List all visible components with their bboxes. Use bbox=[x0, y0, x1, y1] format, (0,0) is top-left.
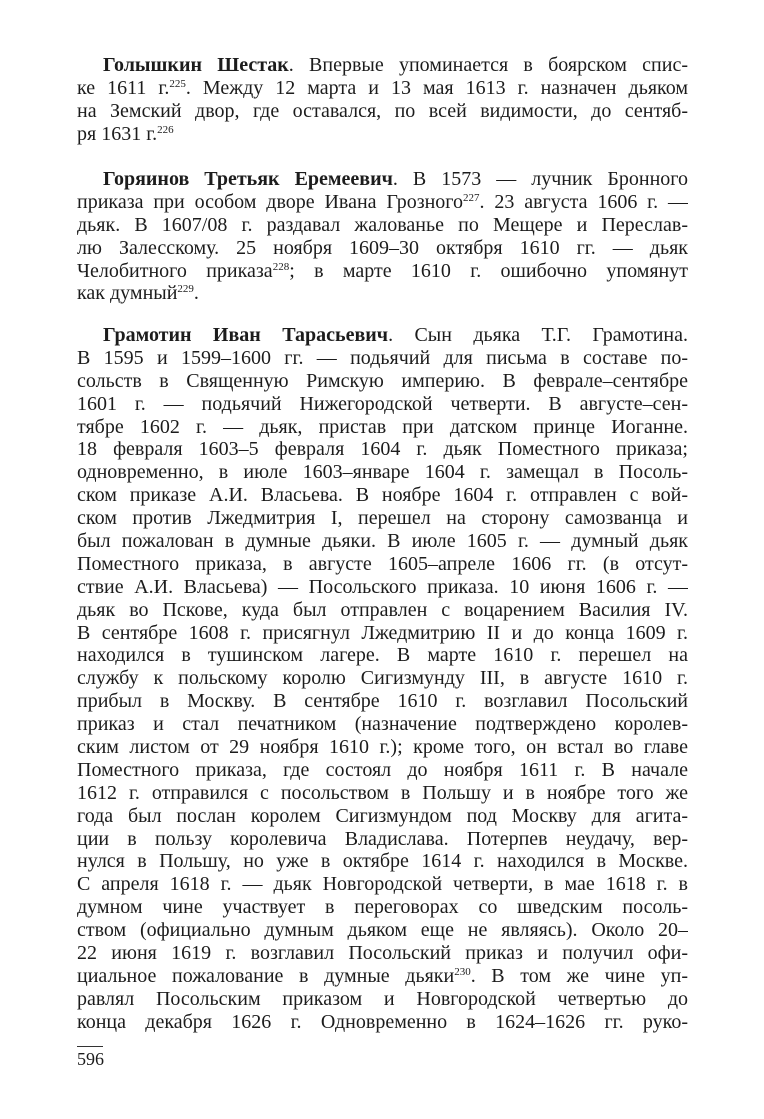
text-segment: равлял Посольским приказом и Новгородской четвертью до bbox=[77, 987, 688, 1010]
text-line bbox=[77, 260, 688, 283]
text-line bbox=[77, 576, 688, 599]
entry-name: Грамотин Иван Тарасьевич bbox=[103, 324, 389, 346]
text-line bbox=[77, 123, 688, 146]
text-segment: ствие А.И. Власьева) — Посольского приказа. 10 июня 1606 г. — bbox=[77, 575, 688, 598]
text-line bbox=[77, 965, 688, 988]
text-segment: 1612 г. отправился с посольством в Польшу и в ноябре того же bbox=[77, 781, 688, 804]
text-segment: . Сын дьяка Т.Г. Грамотина. bbox=[388, 324, 688, 346]
text-segment: . Между 12 марта и 13 мая 1613 г. назначен дьяком bbox=[185, 76, 688, 99]
text-line bbox=[77, 484, 688, 507]
text-segment: . В том же чине уп- bbox=[470, 964, 688, 987]
text-segment: ством (официально думным дьяком еще не являясь). Около 20– bbox=[77, 919, 688, 942]
text-segment: ском против Лжедмитрия I, перешел на сторону самозванца и bbox=[77, 507, 688, 530]
text-segment: лю Залесскому. 25 ноября 1609–30 октября 1610 гг. — дьяк bbox=[77, 236, 688, 259]
text-line bbox=[77, 214, 688, 237]
text-line bbox=[77, 282, 688, 305]
text-segment: приказа при особом дворе Ивана Грозного bbox=[77, 190, 464, 213]
text-segment: В сентябре 1608 г. присягнул Лжедмитрию II и до конца 1609 г. bbox=[77, 621, 688, 644]
text-segment: 22 июня 1619 г. возглавил Посольский приказ и получил офи- bbox=[77, 942, 688, 965]
text-segment: как думный bbox=[77, 282, 178, 305]
text-segment: ке 1611 г. bbox=[77, 76, 170, 99]
text-segment: ря 1631 г. bbox=[77, 122, 158, 145]
text-segment: ском приказе А.И. Власьева. В ноябре 1604 г. отправлен с вой- bbox=[77, 484, 688, 507]
text-line bbox=[77, 805, 688, 828]
text-line bbox=[77, 919, 688, 942]
text-segment: Челобитного приказа bbox=[77, 259, 273, 282]
text-line bbox=[77, 168, 688, 191]
text-line bbox=[77, 438, 688, 461]
text-line bbox=[77, 347, 688, 370]
text-segment: . В 1573 — лучник Бронного bbox=[392, 168, 688, 190]
text-line bbox=[77, 896, 688, 919]
text-line bbox=[77, 191, 688, 214]
text-segment: . Впервые упоминается в боярском спис- bbox=[288, 54, 688, 76]
text-line bbox=[77, 873, 688, 896]
footnote-ref: 230 bbox=[454, 965, 471, 978]
text-line bbox=[77, 77, 688, 100]
text-segment: тябре 1602 г. — дьяк, пристав при датском принце Иоганне. bbox=[77, 415, 688, 438]
text-segment: нулся в Польшу, но уже в октябре 1614 г. находился в Москве. bbox=[77, 850, 688, 873]
text-segment: С апреля 1618 г. — дьяк Новгородской четверти, в мае 1618 г. в bbox=[77, 873, 688, 896]
text-segment: . 23 августа 1606 г. — bbox=[479, 190, 688, 213]
text-line bbox=[77, 988, 688, 1011]
text-line bbox=[77, 644, 688, 667]
text-line bbox=[77, 713, 688, 736]
footnote-ref: 227 bbox=[463, 191, 480, 204]
text-segment: года был послан королем Сигизмундом под Москву для агита- bbox=[77, 804, 688, 827]
footnote-ref: 228 bbox=[272, 260, 290, 273]
text-segment: . bbox=[193, 282, 199, 305]
text-line bbox=[77, 324, 688, 347]
text-segment: Поместного приказа, в августе 1605–апреле 1606 гг. (в отсут- bbox=[77, 552, 688, 575]
text-line bbox=[77, 530, 688, 553]
text-segment: В 1595 и 1599–1600 гг. — подьячий для письма в составе по- bbox=[77, 346, 688, 369]
entry-golyshkin bbox=[77, 54, 688, 146]
entry-goryainov bbox=[77, 168, 688, 305]
text-segment: одновременно, в июле 1603–январе 1604 г. замещал в Посоль- bbox=[77, 461, 688, 484]
text-line bbox=[77, 667, 688, 690]
text-segment: ; в марте 1610 г. ошибочно упомянут bbox=[289, 259, 688, 282]
text-segment: 18 февраля 1603–5 февраля 1604 г. дьяк Поместного приказа; bbox=[77, 438, 688, 461]
text-line bbox=[77, 942, 688, 965]
page-number-rule bbox=[77, 1046, 103, 1047]
entry-name: Горяинов Третьяк Еремеевич bbox=[103, 168, 393, 190]
footnote-ref: 225 bbox=[169, 77, 186, 90]
text-line bbox=[77, 736, 688, 759]
text-segment: 1601 г. — подьячий Нижегородской четверти. В августе–сен- bbox=[77, 392, 688, 415]
text-line bbox=[77, 54, 688, 77]
text-line bbox=[77, 393, 688, 416]
footnote-ref: 229 bbox=[177, 283, 194, 296]
text-segment: на Земский двор, где оставался, по всей видимости, до сентяб- bbox=[77, 99, 688, 122]
entry-gramotin bbox=[77, 324, 688, 1034]
text-segment: службу к польскому королю Сигизмунду III, в августе 1610 г. bbox=[77, 667, 688, 690]
text-segment: думном чине участвует в переговорах со шведским посоль- bbox=[77, 896, 688, 919]
text-segment: был пожалован в думные дьяки. В июле 1605 г. — думный дьяк bbox=[77, 530, 688, 553]
text-line bbox=[77, 759, 688, 782]
text-line bbox=[77, 690, 688, 713]
page-number: 596 bbox=[77, 1049, 104, 1069]
text-line bbox=[77, 370, 688, 393]
text-segment: сольств в Священную Римскую империю. В феврале–сентябре bbox=[77, 369, 688, 392]
text-segment: находился в тушинском лагере. В марте 1610 г. перешел на bbox=[77, 644, 688, 667]
text-line bbox=[77, 237, 688, 260]
text-segment: Поместного приказа, где состоял до ноября 1611 г. В начале bbox=[77, 758, 688, 781]
text-segment: дьяк во Пскове, куда был отправлен с воцарением Василия IV. bbox=[77, 598, 688, 621]
text-segment: ции в пользу королевича Владислава. Потерпев неудачу, вер- bbox=[77, 827, 688, 850]
text-line bbox=[77, 782, 688, 805]
text-line bbox=[77, 461, 688, 484]
text-segment: циальное пожалование в думные дьяки bbox=[77, 964, 455, 987]
text-line bbox=[77, 622, 688, 645]
entry-name: Голышкин Шестак bbox=[103, 54, 289, 76]
text-segment: ским листом от 29 ноября 1610 г.); кроме того, он встал во главе bbox=[77, 736, 688, 759]
text-line bbox=[77, 1011, 688, 1034]
text-line bbox=[77, 507, 688, 530]
text-line bbox=[77, 850, 688, 873]
text-segment: приказ и стал печатником (назначение подтверждено королев- bbox=[77, 713, 688, 736]
text-line bbox=[77, 828, 688, 851]
text-line bbox=[77, 553, 688, 576]
text-line bbox=[77, 416, 688, 439]
text-line bbox=[77, 599, 688, 622]
text-line bbox=[77, 100, 688, 123]
text-segment: прибыл в Москву. В сентябре 1610 г. возглавил Посольский bbox=[77, 690, 688, 713]
footnote-ref: 226 bbox=[157, 123, 174, 136]
text-segment: дьяк. В 1607/08 г. раздавал жалованье по Мещере и Переслав- bbox=[77, 213, 688, 236]
text-segment: конца декабря 1626 г. Одновременно в 1624–1626 гг. руко- bbox=[77, 1010, 688, 1033]
